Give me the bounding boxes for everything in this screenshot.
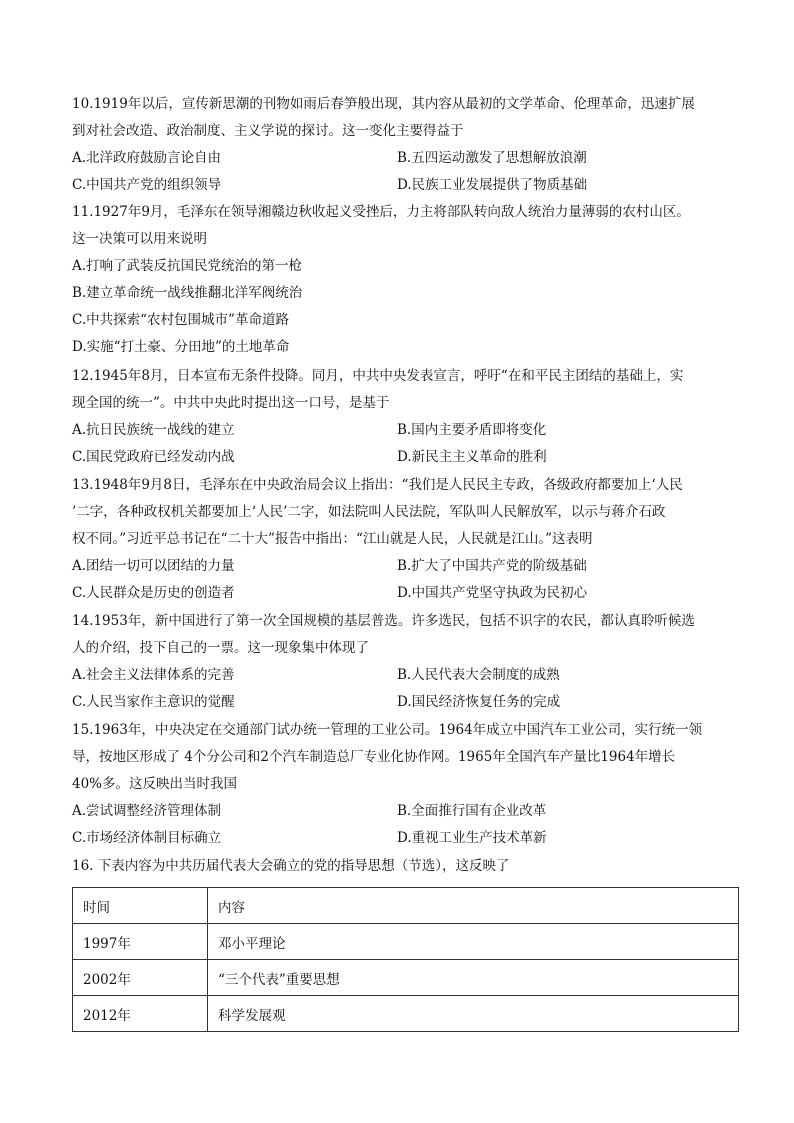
question-11 — [72, 199, 732, 361]
table-cell: 2002年 — [73, 960, 208, 996]
question-16 — [72, 853, 732, 880]
guiding-thought-table — [72, 887, 739, 1032]
option-a: A.打响了武装反抗国民党统治的第一枪 — [72, 258, 303, 274]
question-stem-line: 14.1953年，新中国进行了第一次全国规模的基层普选。许多选民，包括不识字的农民，都认真聆听候选 — [72, 613, 695, 629]
question-stem-line: 现全国的统一”。中共中央此时提出这一口号，是基于 — [72, 395, 390, 411]
question-stem-line: 40%多。这反映出当时我国 — [72, 776, 238, 792]
question-stem-line: 16. 下表内容为中共历届代表大会确立的党的指导思想（节选），这反映了 — [72, 858, 510, 874]
option-c: C.市场经济体制目标确立 — [72, 830, 222, 846]
question-stem-line: 13.1948年9月8日，毛泽东在中央政治局会议上指出：“我们是人民民主专政，各级政府都要加上‘人民 — [72, 477, 683, 493]
option-a: A.抗日民族统一战线的建立 — [72, 422, 235, 438]
option-a: A.北洋政府鼓励言论自由 — [72, 150, 222, 166]
question-stem-line: ’二字，各种政权机关都要加上‘人民’二字，如法院叫人民法院，军队叫人民解放军，以示与蒋介石政 — [72, 504, 666, 520]
table-cell: “三个代表”重要思想 — [208, 960, 739, 996]
table-row — [73, 960, 739, 996]
option-c: C.人民当家作主意识的觉醒 — [72, 694, 235, 710]
option-b: B.全面推行国有企业改革 — [397, 803, 547, 819]
question-stem-line: 12.1945年8月，日本宣布无条件投降。同月，中共中央发表宣言，呼吁“在和平民主团结的基础上，实 — [72, 368, 684, 384]
option-row — [72, 689, 732, 716]
question-stem-line: 到对社会改造、政治制度、主义学说的探讨。这一变化主要得益于 — [72, 123, 464, 139]
question-12 — [72, 363, 732, 471]
option-d: D.重视工业生产技术革新 — [397, 830, 547, 846]
option-b: B.建立革命统一战线推翻北洋军阀统治 — [72, 285, 303, 301]
table-cell: 科学发展观 — [208, 996, 739, 1032]
option-d: D.实施“打土豪、分田地”的土地革命 — [72, 339, 290, 355]
option-d: D.新民主主义革命的胜利 — [397, 449, 547, 465]
option-c: C.中共探索“农村包围城市”革命道路 — [72, 312, 289, 328]
table-header-cell: 内容 — [208, 888, 739, 924]
table-header-cell: 时间 — [73, 888, 208, 924]
option-a: A.尝试调整经济管理体制 — [72, 803, 222, 819]
question-stem-line: 这一决策可以用来说明 — [72, 231, 207, 247]
question-stem-line: 权不同。”习近平总书记在“二十大”报告中指出：“江山就是人民，人民就是江山。”这表明 — [72, 531, 593, 547]
question-stem-line: 导，按地区形成了 4个分公司和2个汽车制造总厂专业化协作网。1965年全国汽车产量比1964年增长 — [72, 749, 676, 765]
option-row — [72, 145, 732, 172]
question-stem-line: 11.1927年9月，毛泽东在领导湘赣边秋收起义受挫后，力主将部队转向敌人统治力量薄弱的农村山区。 — [72, 204, 690, 220]
option-row — [72, 662, 732, 689]
table-cell: 1997年 — [73, 924, 208, 960]
option-row — [72, 553, 732, 580]
option-d: D.民族工业发展提供了物质基础 — [397, 177, 588, 193]
option-row — [72, 825, 732, 852]
option-row — [72, 172, 732, 199]
question-stem-line: 15.1963年，中央决定在交通部门试办统一管理的工业公司。1964年成立中国汽车工业公司，实行统一领 — [72, 722, 703, 738]
option-b: B.五四运动激发了思想解放浪潮 — [397, 150, 587, 166]
option-c: C.国民党政府已经发动内战 — [72, 449, 235, 465]
question-10 — [72, 91, 732, 199]
option-a: A.团结一切可以团结的力量 — [72, 558, 235, 574]
question-stem-line: 人的介绍，投下自己的一票。这一现象集中体现了 — [72, 640, 369, 656]
option-d: D.中国共产党坚守执政为民初心 — [397, 585, 588, 601]
option-row — [72, 798, 732, 825]
table-header-row — [73, 888, 739, 924]
option-b: B.人民代表大会制度的成熟 — [397, 667, 560, 683]
table-row — [73, 924, 739, 960]
question-13 — [72, 472, 732, 607]
table-row — [73, 996, 739, 1032]
option-row — [72, 580, 732, 607]
question-stem-line: 10.1919年以后，宣传新思潮的刊物如雨后春笋般出现，其内容从最初的文学革命、伦理革命，迅速扩展 — [72, 96, 695, 112]
option-d: D.国民经济恢复任务的完成 — [397, 694, 561, 710]
option-row — [72, 444, 732, 471]
option-c: C.人民群众是历史的创造者 — [72, 585, 235, 601]
option-a: A.社会主义法律体系的完善 — [72, 667, 235, 683]
question-15 — [72, 717, 732, 852]
option-row — [72, 417, 732, 444]
option-b: B.扩大了中国共产党的阶级基础 — [397, 558, 587, 574]
option-b: B.国内主要矛盾即将变化 — [397, 422, 547, 438]
question-14 — [72, 608, 732, 716]
table-cell: 2012年 — [73, 996, 208, 1032]
table-cell: 邓小平理论 — [208, 924, 739, 960]
option-c: C.中国共产党的组织领导 — [72, 177, 222, 193]
